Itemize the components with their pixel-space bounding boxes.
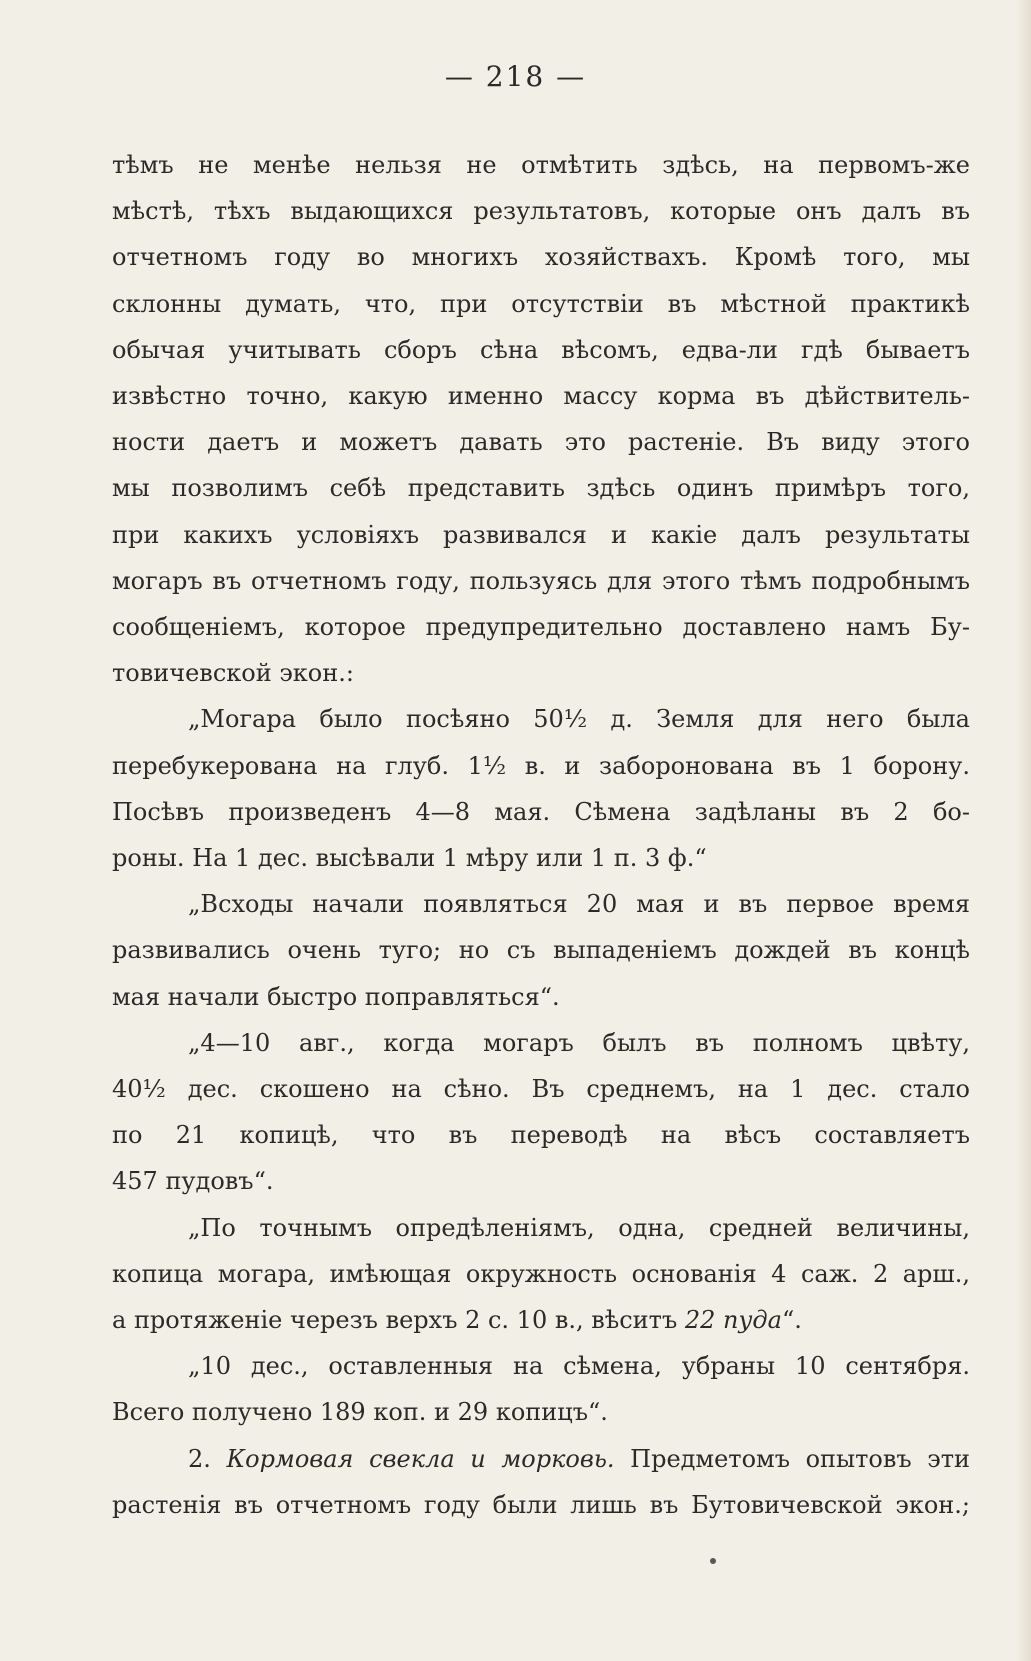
text-line: Всего получено 189 коп. и 29 копицъ“.: [112, 1398, 608, 1427]
text-line: „Всходы начали появляться 20 мая и въ первое время: [188, 890, 970, 919]
text-line: товичевской экон.:: [112, 659, 354, 688]
text-line: по 21 копицѣ, что въ переводѣ на вѣсъ составляетъ: [112, 1121, 970, 1150]
text-fragment: “.: [781, 1306, 802, 1335]
text-fragment: Предметомъ опытовъ эти: [614, 1444, 971, 1473]
text-fragment: а протяженіе черезъ верхъ 2 с. 10 в., вѣситъ: [112, 1306, 678, 1335]
text-line: 457 пудовъ“.: [112, 1167, 274, 1196]
text-line: мѣстѣ, тѣхъ выдающихся результатовъ, которые онъ далъ въ: [112, 197, 970, 226]
text-line: ности даетъ и можетъ давать это растеніе. Въ виду этого: [112, 428, 970, 457]
text-line: „По точнымъ опредѣленіямъ, одна, средней величины,: [188, 1213, 970, 1242]
paragraph-2: [112, 696, 970, 881]
text-line: обычая учитывать сборъ сѣна вѣсомъ, едва-ли гдѣ бываетъ: [112, 335, 970, 364]
text-line: 40½ дес. скошено на сѣно. Въ среднемъ, на 1 дес. стало: [112, 1075, 970, 1104]
paragraph-6: [112, 1343, 970, 1435]
paragraph-7: [112, 1436, 970, 1528]
text-line: перебукерована на глуб. 1½ в. и заборонована въ 1 борону.: [112, 751, 970, 780]
paragraph-3: [112, 881, 970, 1020]
text-line: при какихъ условіяхъ развивался и какіе далъ результаты: [112, 520, 970, 549]
text-line: роны. На 1 дес. высѣвали 1 мѣру или 1 п. 3 ф.“: [112, 844, 707, 873]
text-line: [112, 1436, 970, 1482]
page-edge-shadow: [1017, 0, 1031, 1661]
text-line: склонны думать, что, при отсутствіи въ мѣстной практикѣ: [112, 289, 970, 318]
text-line: растенія въ отчетномъ году были лишь въ Бутовичевской экон.;: [112, 1490, 970, 1519]
text-line: сообщеніемъ, которое предупредительно доставлено намъ Бу-: [112, 613, 970, 642]
text-line: могаръ въ отчетномъ году, пользуясь для этого тѣмъ подробнымъ: [112, 566, 970, 595]
document-body: [112, 142, 970, 1528]
paragraph-1: [112, 142, 970, 696]
text-line: извѣстно точно, какую именно массу корма въ дѣйствитель-: [112, 382, 970, 411]
text-line: „4—10 авг., когда могаръ былъ въ полномъ цвѣту,: [188, 1028, 970, 1057]
text-line: тѣмъ не менѣе нельзя не отмѣтить здѣсь, на первомъ-же: [112, 151, 970, 179]
page-number: — 218 —: [444, 60, 587, 93]
ink-dot: [710, 1558, 716, 1564]
text-line: копица могара, имѣющая окружность основанія 4 саж. 2 арш.,: [112, 1259, 970, 1288]
italic-text: 22 пуда: [684, 1306, 782, 1335]
section-heading: Кормовая свекла и морковь.: [226, 1444, 615, 1473]
text-line: „10 дес., оставленныя на сѣмена, убраны 10 сентября.: [188, 1352, 970, 1381]
text-line: мая начали быстро поправляться“.: [112, 982, 560, 1011]
paragraph-5: [112, 1205, 970, 1344]
paragraph-4: [112, 1020, 970, 1205]
text-line: мы позволимъ себѣ представить здѣсь одинъ примѣръ того,: [112, 474, 970, 503]
text-line: Посѣвъ произведенъ 4—8 мая. Сѣмена задѣланы въ 2 бо-: [112, 797, 970, 826]
text-line: развивались очень туго; но съ выпаденіемъ дождей въ концѣ: [112, 936, 970, 965]
text-line: [112, 1297, 970, 1343]
text-line: „Могара было посѣяно 50½ д. Земля для него была: [188, 705, 970, 734]
section-number: 2.: [188, 1444, 227, 1473]
text-line: отчетномъ году во многихъ хозяйствахъ. Кромѣ того, мы: [112, 243, 970, 272]
